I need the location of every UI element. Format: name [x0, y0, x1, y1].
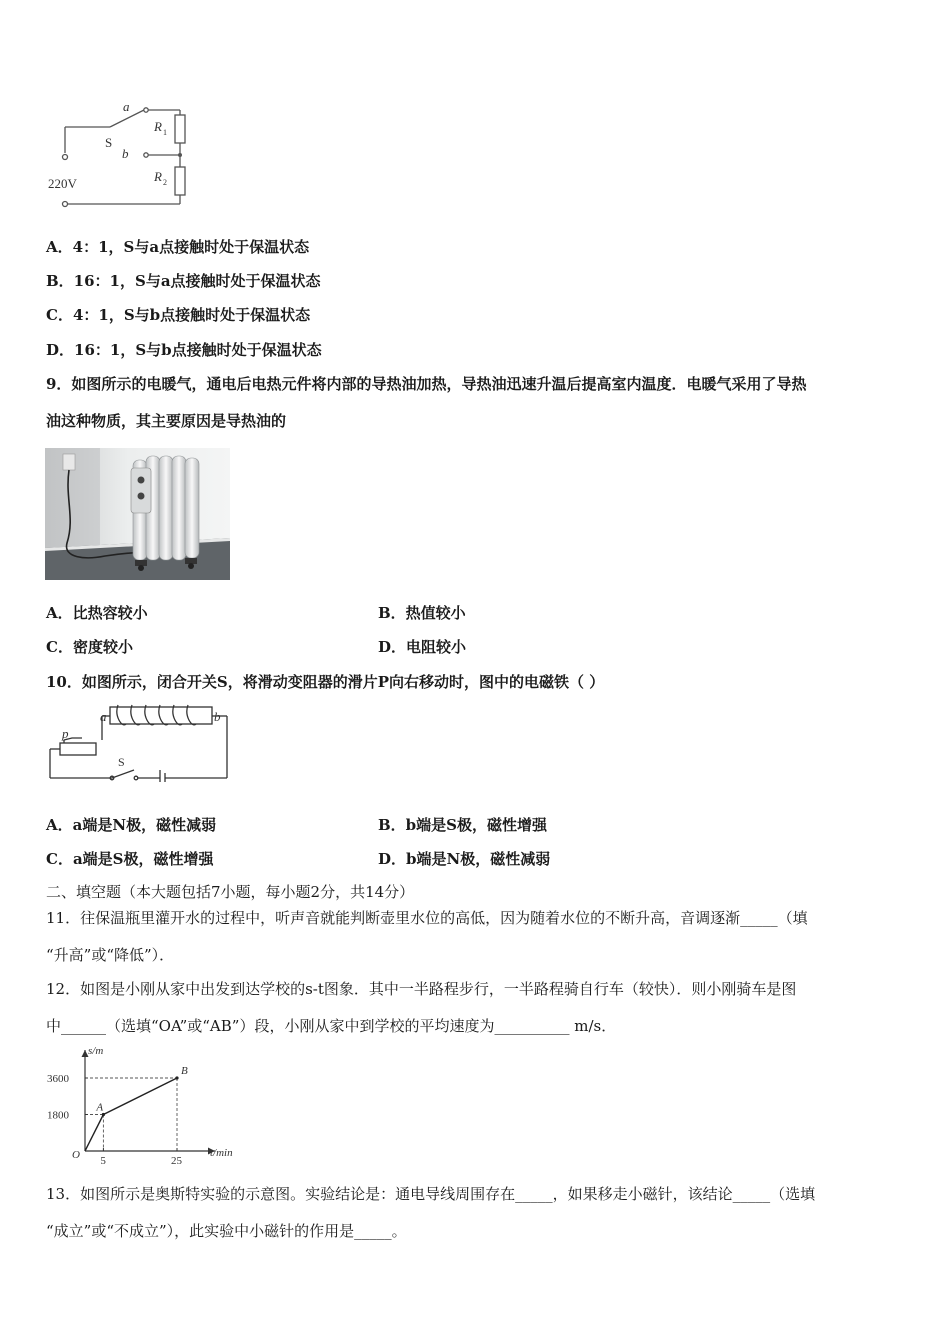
q8-option-b: B．16：1，S与a点接触时处于保温状态 [46, 272, 321, 290]
q9-option-b: B．热值较小 [378, 604, 466, 622]
label-a: a [123, 99, 130, 114]
segment-OA [85, 1115, 103, 1152]
q9-option-a: A．比热容较小 [46, 604, 148, 622]
label-220v: 220V [48, 176, 77, 191]
label-switch-s: S [105, 135, 113, 150]
q12-line2: 中______（选填“OA”或“AB”）段，小刚从家中到学校的平均速度为__________ m/s． [46, 1017, 617, 1035]
q9-option-d: D．电阻较小 [378, 638, 467, 656]
q10-option-a: A．a端是N极，磁性减弱 [46, 816, 217, 834]
y-tick-label-1800: 1800 [47, 1109, 69, 1122]
label-r1-sub: 1 [163, 128, 167, 137]
q12-line1: 12．如图是小刚从家中出发到达学校的s-t图象．其中一半路程步行，一半路程骑自行车（较快）．则小刚骑车是图 [46, 980, 797, 998]
y-axis-label: s/m [88, 1045, 104, 1057]
label-r1: R [154, 119, 162, 134]
label-end-a: a [100, 709, 107, 724]
q9-option-c: C．密度较小 [46, 638, 133, 656]
q11-line2: “升高”或“降低”）． [46, 946, 175, 964]
q10-option-b: B．b端是S极，磁性增强 [378, 816, 547, 834]
origin-label: O [72, 1149, 80, 1161]
point-label-B: B [181, 1065, 188, 1077]
q10-option-d: D．b端是N极，磁性减弱 [378, 850, 551, 868]
x-tick-label-5: 5 [100, 1155, 106, 1167]
label-end-b: b [214, 709, 221, 724]
point-B [175, 1076, 178, 1079]
q8-option-d: D．16：1，S与b点接触时处于保温状态 [46, 341, 322, 359]
q11-line1: 11．往保温瓶里灌开水的过程中，听声音就能判断壶里水位的高低，因为随着水位的不断升高，音调逐渐_____（填 [46, 909, 808, 927]
label-switch-s: S [118, 755, 125, 769]
label-r2: R [154, 169, 162, 184]
x-tick-label-25: 25 [171, 1155, 182, 1167]
q10-option-c: C．a端是S极，磁性增强 [46, 850, 214, 868]
label-slider-p: p [62, 726, 69, 741]
segment-AB [103, 1078, 177, 1115]
q9-stem-line2: 油这种物质，其主要原因是导热油的 [46, 412, 287, 430]
q13-line2: “成立”或“不成立”），此实验中小磁针的作用是_____。 [46, 1222, 407, 1240]
q13-line1: 13．如图所示是奥斯特实验的示意图。实验结论是：通电导线周围存在_____，如果移走小磁针，该结论_____（选填 [46, 1185, 816, 1203]
st-graph [40, 1040, 245, 1170]
q9-stem-line1: 9．如图所示的电暖气，通电后电热元件将内部的导热油加热，导热油迅速升温后提高室内温度．电暖气采用了导热 [46, 375, 807, 393]
point-label-A: A [96, 1101, 104, 1114]
q10-electromagnet-circuit [42, 700, 232, 782]
label-r2-sub: 2 [163, 178, 167, 187]
q8-circuit-diagram [40, 95, 210, 215]
label-b: b [122, 146, 129, 161]
y-tick-label-3600: 3600 [47, 1073, 69, 1085]
q10-stem: 10．如图所示，闭合开关S，将滑动变阻器的滑片P向右移动时，图中的电磁铁（ ） [46, 673, 605, 691]
x-axis-label: t/min [210, 1147, 233, 1159]
oil-heater-photo [45, 448, 230, 580]
section2-title: 二、填空题（本大题包括7小题，每小题2分，共14分） [46, 883, 415, 901]
q8-option-a: A．4：1，S与a点接触时处于保温状态 [46, 238, 310, 256]
q8-option-c: C．4：1，S与b点接触时处于保温状态 [46, 306, 311, 324]
